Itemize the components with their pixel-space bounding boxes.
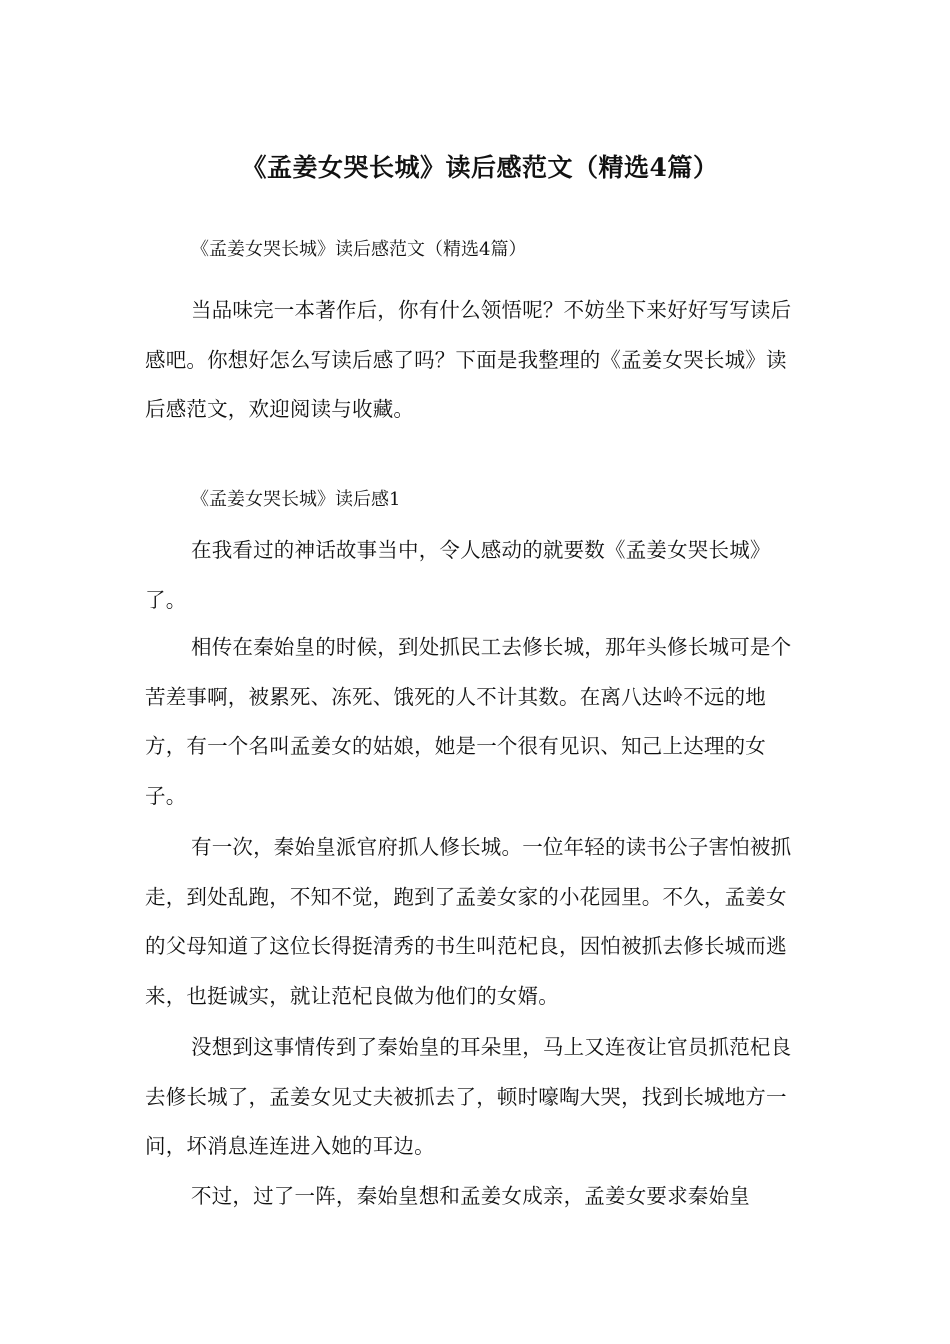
body-paragraph-3: 有一次，秦始皇派官府抓人修长城。一位年轻的读书公子害怕被抓走，到处乱跑，不知不觉，跑到了孟姜女家的小花园里。不久，孟姜女的父母知道了这位长得挺清秀的书生叫范杞良，因怕被抓去修长城而逃来，也挺诚实，就让范杞良做为他们的女婿。 — [145, 835, 792, 1008]
section-heading: 《孟姜女哭长城》读后感1 — [191, 489, 401, 510]
body-paragraph-2: 相传在秦始皇的时候，到处抓民工去修长城，那年头修长城可是个苦差事啊，被累死、冻死、饿死的人不计其数。在离八达岭不远的地方，有一个名叫孟姜女的姑娘，她是一个很有见识、知己上达理的女子。 — [145, 635, 792, 808]
body-paragraph-4: 没想到这事情传到了秦始皇的耳朵里，马上又连夜让官员抓范杞良去修长城了，孟姜女见丈夫被抓去了，顿时嚎啕大哭，找到长城地方一问，坏消息连连进入她的耳边。 — [145, 1035, 792, 1158]
document-subtitle: 《孟姜女哭长城》读后感范文（精选4篇） — [191, 239, 527, 260]
body-paragraph-1: 在我看过的神话故事当中，令人感动的就要数《孟姜女哭长城》了。 — [145, 538, 771, 612]
intro-paragraph: 当品味完一本著作后，你有什么领悟呢？不妨坐下来好好写写读后感吧。你想好怎么写读后感了吗？下面是我整理的《孟姜女哭长城》读后感范文，欢迎阅读与收藏。 — [145, 298, 792, 421]
document-title: 《孟姜女哭长城》读后感范文（精选4篇） — [241, 152, 719, 182]
body-paragraph-5: 不过，过了一阵，秦始皇想和孟姜女成亲，孟姜女要求秦始皇 — [191, 1184, 750, 1208]
